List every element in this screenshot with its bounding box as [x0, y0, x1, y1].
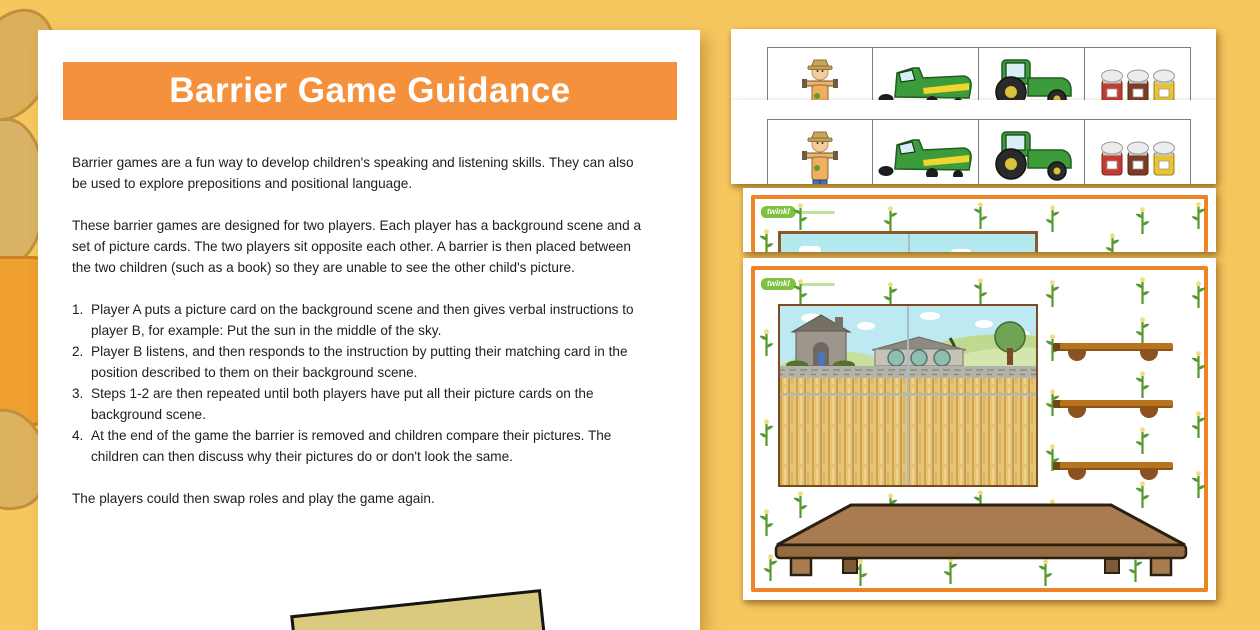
setup-paragraph: These barrier games are designed for two players. Each player has a background scene and a set of picture cards. The two players sit opposite each other. A barrier is then placed between the two children (such as a book) so they are unable to see the other child's picture.	[72, 218, 641, 275]
bean-sprout-icon	[1135, 276, 1150, 304]
bean-sprout-icon	[793, 278, 808, 306]
shelf-icon	[1053, 343, 1173, 363]
scarecrow-icon	[802, 128, 838, 184]
step-text: Player A puts a picture card on the background scene and then gives verbal instructions to player B, for example: Put the sun in the middle of the sky.	[91, 302, 634, 338]
picture-card-combine-harvester	[873, 47, 979, 100]
shelf-plank	[1053, 462, 1173, 470]
numbered-steps	[72, 299, 648, 467]
closing-paragraph: The players could then swap roles and play the game again.	[72, 491, 435, 506]
shelf-bracket	[1068, 470, 1086, 480]
shelf-bracket	[1068, 408, 1086, 418]
step-number: 4.	[72, 428, 84, 443]
bean-sprout-icon	[1191, 201, 1206, 229]
intro-paragraph: Barrier games are a fun way to develop children's speaking and listening skills. They can also be used to explore prepositions and positional language.	[72, 155, 634, 191]
bean-sprout-icon	[1191, 470, 1206, 498]
bean-sprout-icon	[759, 418, 774, 446]
cloud-shape	[799, 246, 821, 252]
bean-sprout-icon	[1105, 232, 1120, 252]
table-icon	[773, 501, 1189, 577]
bean-sprout-icon	[1045, 204, 1060, 232]
bean-sprout-icon	[1045, 279, 1060, 307]
farm-scene-image	[778, 304, 1038, 487]
picture-card-tractor	[979, 47, 1085, 100]
bean-sprout-icon	[793, 202, 808, 230]
picture-cards-page-2	[731, 100, 1216, 184]
step-item	[72, 299, 648, 341]
picture-cards-page-1	[731, 29, 1216, 100]
bean-sprout-icon	[1135, 370, 1150, 398]
harvest-scene-page	[743, 258, 1216, 600]
picture-card-jam-jars	[1085, 119, 1191, 184]
sky-scene-strip	[778, 231, 1038, 252]
picture-card-scarecrow	[767, 47, 873, 100]
combine-harvester-icon	[878, 133, 974, 177]
cloud-shape	[951, 249, 971, 252]
shelf-plank	[1053, 400, 1173, 408]
bean-sprout-icon	[1135, 316, 1150, 344]
sky-scene-page	[743, 188, 1216, 252]
picture-card-combine-harvester	[873, 119, 979, 184]
bean-sprout-icon	[1135, 426, 1150, 454]
bean-sprout-icon	[759, 328, 774, 356]
bean-sprout-icon	[1135, 206, 1150, 234]
step-item	[72, 425, 648, 467]
step-text: Steps 1-2 are then repeated until both players have put all their picture cards on the background scene.	[91, 386, 594, 422]
guidance-document-page	[38, 30, 700, 630]
picture-card-scarecrow	[767, 119, 873, 184]
picture-card-jam-jars	[1085, 47, 1191, 100]
bean-sprout-icon	[1191, 350, 1206, 378]
step-item	[72, 383, 648, 425]
document-body	[72, 152, 648, 530]
twinkl-logo-icon: twinkl	[761, 278, 796, 290]
step-number: 2.	[72, 344, 84, 359]
step-text: Player B listens, and then responds to the instruction by putting their matching card in the position described to them on their background scene.	[91, 344, 628, 380]
jam-jars-icon	[1101, 139, 1175, 177]
shelf-bracket	[1068, 351, 1086, 361]
shelf-icon	[1053, 400, 1173, 420]
page-title: Barrier Game Guidance	[169, 71, 571, 110]
combine-harvester-icon	[878, 61, 974, 100]
step-text: At the end of the game the barrier is removed and children compare their pictures. The children can then discuss why their pictures do or don't look the same.	[91, 428, 612, 464]
step-number: 3.	[72, 386, 84, 401]
bean-sprout-icon	[759, 228, 774, 252]
tractor-icon	[990, 126, 1074, 182]
shelf-bracket	[1140, 351, 1158, 361]
bean-sprout-icon	[759, 508, 774, 536]
bean-sprout-icon	[1191, 410, 1206, 438]
step-number: 1.	[72, 302, 84, 317]
shelf-bracket	[1140, 470, 1158, 480]
picture-card-tractor	[979, 119, 1085, 184]
picture-card-row	[767, 119, 1191, 184]
title-banner	[63, 62, 677, 120]
partial-table-clipart	[290, 589, 550, 630]
bean-sprout-icon	[973, 277, 988, 305]
twinkl-logo-icon: twinkl	[761, 206, 796, 218]
bean-sprout-icon	[883, 205, 898, 233]
tractor-icon	[990, 54, 1074, 100]
step-item	[72, 341, 648, 383]
scarecrow-icon	[802, 56, 838, 100]
picture-card-row	[767, 47, 1191, 100]
fold-line	[908, 234, 910, 252]
bean-sprout-icon	[973, 201, 988, 229]
bean-sprout-icon	[1191, 280, 1206, 308]
jam-jars-icon	[1101, 67, 1175, 100]
shelf-bracket	[1140, 408, 1158, 418]
shelf-plank	[1053, 343, 1173, 351]
shelf-icon	[1053, 462, 1173, 482]
